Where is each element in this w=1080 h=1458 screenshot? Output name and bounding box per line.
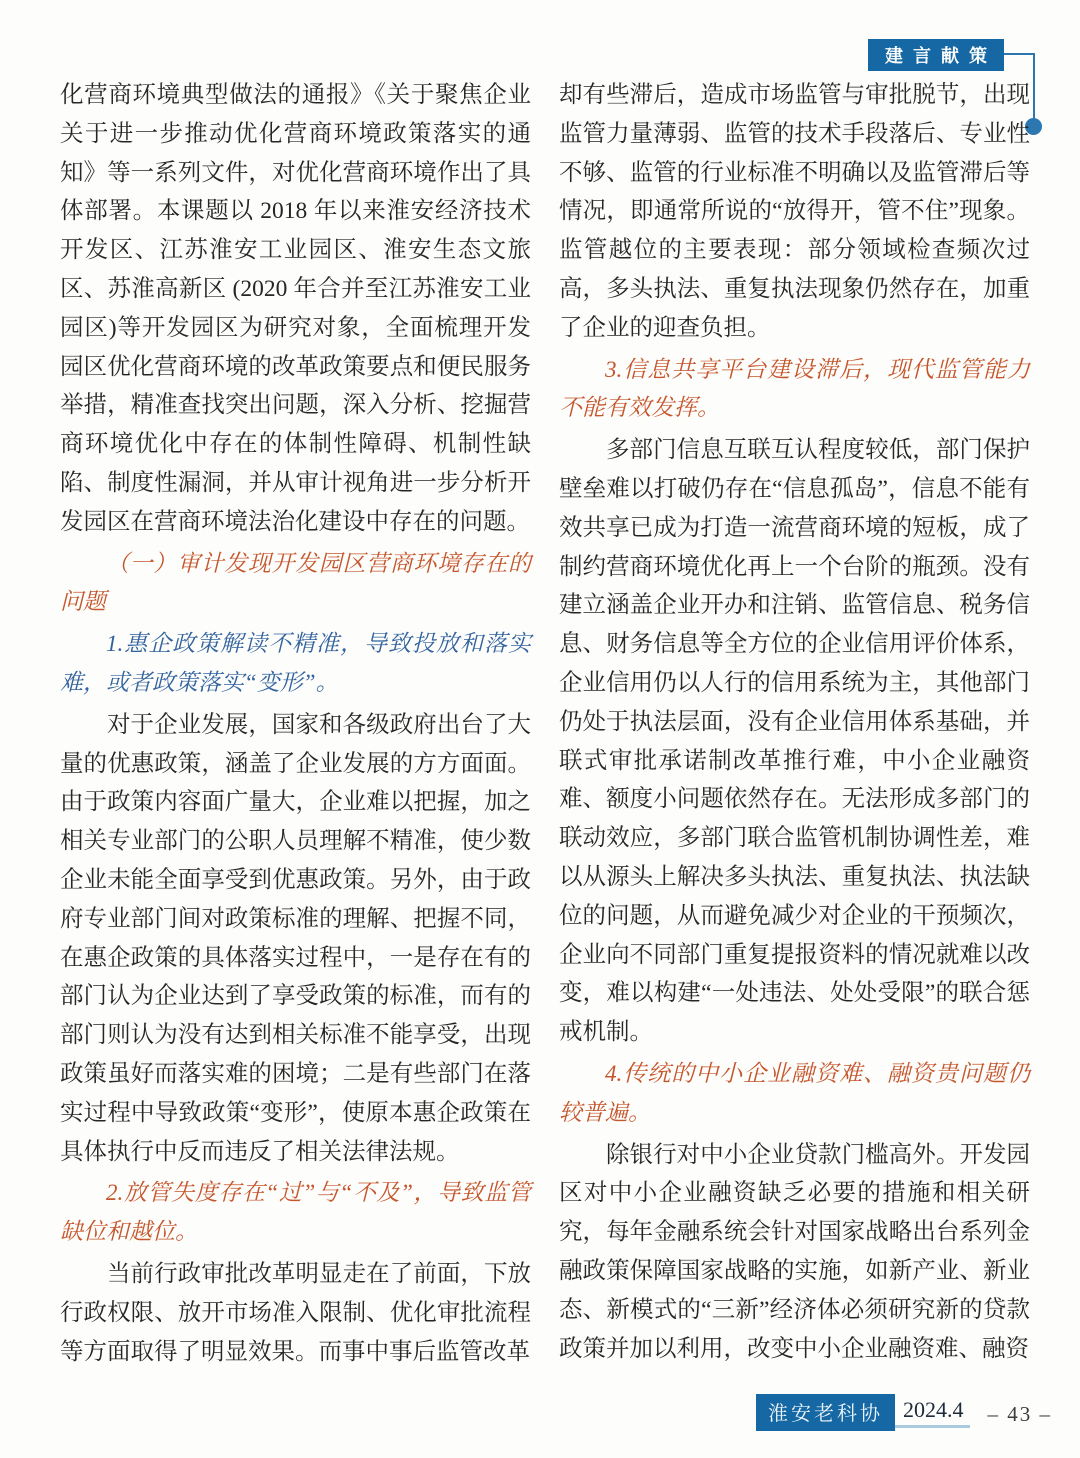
paragraph-continued: 化营商环境典型做法的通报》《关于聚焦企业关于进一步推动优化营商环境政策落实的通知》等一系列文件，对优化营商环境作出了具体部署。本课题以 2018 年以来淮安经济技术开发区、江苏淮安工业园区、淮安生态文旅区、苏淮高新区 (2020 年合并至江苏淮安工业园区)等开发园区为研究对象，全面梳理开发园区优化营商环境的改革政策要点和便民服务举措，精准查找突出问题，深入分析、挖掘营商环境优化中存在的体制性障碍、机制性缺陷、制度性漏洞，并从审计视角进一步分析开发园区在营商环境法治化建设中存在的问题。 bbox=[60, 82, 531, 535]
numbered-heading-2: 2.放管失度存在“过”与“不及”，导致监管缺位和越位。 bbox=[60, 1180, 531, 1245]
paragraph: 除银行对中小企业贷款门槛高外。开发园区对中小企业融资缺乏必要的措施和相关研究，每年金融系统会针对国家战略出台系列金融政策保障国家战略的实施，如新产业、新业态、新模式的“三新”经济体必须研究新的贷款政策并加以利用，改变中小企业融资难、融资 bbox=[559, 1141, 1030, 1362]
numbered-heading-3: 3.信息共享平台建设滞后，现代监管能力不能有效发挥。 bbox=[559, 356, 1030, 421]
publication-name: 淮安老科协 bbox=[756, 1394, 895, 1431]
paragraph: 对于企业发展，国家和各级政府出台了大量的优惠政策，涵盖了企业发展的方方面面。由于政策内容面广量大，企业难以把握，加之相关专业部门的公职人员理解不精准，使少数企业未能全面享受到优惠政策。另外，由于政府专业部门间对政策标准的理解、把握不同，在惠企政策的具体落实过程中，一是存在有的部门认为企业达到了享受政策的标准，而有的部门则认为没有达到相关标准不能享受，出现政策虽好而落实难的困境；二是有些部门在落实过程中导致政策“变形”，使原本惠企政策在具体执行中反而违反了相关法律法规。 bbox=[60, 711, 531, 1165]
left-column bbox=[60, 76, 531, 1371]
section-badge: 建言献策 bbox=[868, 39, 1004, 71]
numbered-heading-1: 1.惠企政策解读不精准，导致投放和落实难，或者政策落实“变形”。 bbox=[60, 631, 531, 695]
article-body bbox=[60, 76, 1030, 1371]
paragraph: 多部门信息互联互认程度较低，部门保护壁垒难以打破仍存在“信息孤岛”，信息不能有效共享已成为打造一流营商环境的短板，成了制约营商环境优化再上一个台阶的瓶颈。没有建立涵盖企业开办和注销、监管信息、税务信息、财务信息等全方位的企业信用评价体系，企业信用仍以人行的信用系统为主，其他部门仍处于执法层面，没有企业信用体系基础，并联式审批承诺制改革推行难，中小企业融资难、额度小问题依然存在。无法形成多部门的联动效应，多部门联合监管机制协调性差，难以从源头上解决多头执法、重复执法、执法缺位的问题，从而避免减少对企业的干预频次，企业向不同部门重复提报资料的情况就难以改变，难以构建“一处违法、处处受限”的联合惩戒机制。 bbox=[559, 437, 1030, 1046]
badge-connector-horizontal-line bbox=[1004, 53, 1035, 55]
numbered-heading-4: 4.传统的中小企业融资难、融资贵问题仍较普遍。 bbox=[559, 1060, 1030, 1125]
issue-number: 2024.4 bbox=[895, 1394, 970, 1428]
section-heading: （一）审计发现开发园区营商环境存在的问题 bbox=[60, 550, 531, 615]
badge-connector-vertical-line bbox=[1033, 53, 1035, 120]
page-number: – 43 – bbox=[987, 1402, 1052, 1426]
paragraph-continued: 却有些滞后，造成市场监管与审批脱节，出现监管力量薄弱、监管的技术手段落后、专业性不够、监管的行业标准不明确以及监管滞后等情况，即通常所说的“放得开，管不住”现象。监管越位的主要表现：部分领域检查频次过高，多头执法、重复执法现象仍然存在，加重了企业的迎查负担。 bbox=[559, 82, 1030, 341]
page-footer bbox=[756, 1394, 1052, 1431]
paragraph: 当前行政审批改革明显走在了前面，下放行政权限、放开市场准入限制、优化审批流程等方面取得了明显效果。而事中事后监管改革 bbox=[60, 1260, 531, 1365]
right-column bbox=[559, 76, 1030, 1371]
